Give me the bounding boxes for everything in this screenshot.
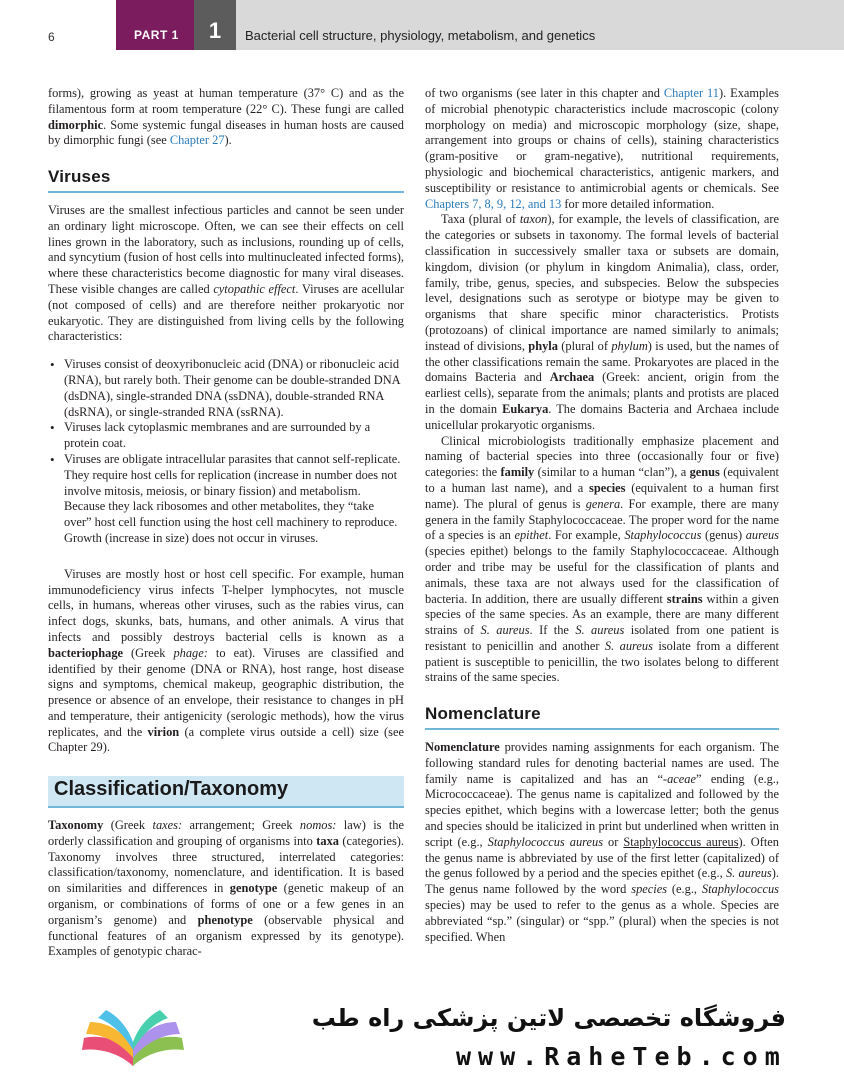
store-url[interactable]: www.RaheTeb.com	[456, 1042, 787, 1071]
book-logo-icon	[78, 1008, 188, 1072]
chapters-link[interactable]: Chapters 7, 8, 9, 12, and 13	[425, 196, 562, 211]
chapter-link[interactable]: Chapter 11	[663, 86, 719, 100]
chapter-number: 1	[208, 18, 222, 43]
intro-paragraph: forms), growing as yeast at human temperature (37° C) and as the filamentous form at room temperature (22° C). These fungi are called dimorphic. Some systemic fungal diseases in human hosts are caused by dimorphic fungi (see Chapter 27).	[48, 86, 404, 148]
list-item: • Viruses consist of deoxyribonucleic acid (DNA) or ribonucleic acid (RNA), but rarely both. Their genome can be double-stranded DNA (dsDNA), single-stranded DNA (ssDNA), double-stranded RNA (dsRNA), or single-stranded RNA (ssRNA).	[48, 357, 404, 420]
chapter-title-bar	[236, 0, 844, 50]
nomenclature-paragraph: Nomenclature provides naming assignments for each organism. The following standard rules for denoting bacterial names are used. The family name is capitalized and has an “-aceae” ending (e.g., Micrococcaceae). The genus name is capitalized and followed by the species epithet, which begins with a lowercase letter; both the genus and species should be italicized in print but underlined when written in script (e.g., Staphylococcus aureus or Staphylococcus aureus). Often the genus name is abbreviated by use of the first letter (capitalized) of the genus followed by a period and the species epithet (e.g., S. aureus). The genus name followed by the word species (e.g., Staphylococcus species) may be used to refer to the genus as a whole. Species are abbreviated “sp.” (singular) or “spp.” (plural) when the species is not specified. When	[425, 740, 779, 944]
running-header	[0, 0, 844, 50]
list-item: • Viruses are obligate intracellular parasites that cannot self-replicate. They require host cells for replication (increase in number does not involve mitosis, meiosis, or binary fission) and metabolism. Because they lack ribosomes and other metabolites, they “take over” host cell function using the host cell machinery to reproduce. Growth (increase in size) does not occur in viruses.	[48, 452, 404, 547]
taxonomy-paragraph: Taxonomy (Greek taxes: arrangement; Greek nomos: law) is the orderly classification and grouping of organisms into taxa (categories). Taxonomy involves three structured, interrelated categories: classification/taxonomy, nomenclature, and identification. It is based on similarities and differences in genotype (genetic makeup of an organism, or combinations of forms of one or a few genes in an organism’s genome) and phenotype (observable physical and functional features of an organism expressed by its genotype). Examples of genotypic charac-	[48, 818, 405, 959]
chapter-tab	[194, 0, 236, 50]
store-name-persian: فروشگاه تخصصی لاتین پزشکی راه طب	[311, 1004, 786, 1032]
list-item: • Viruses lack cytoplasmic membranes and are surrounded by a protein coat.	[48, 420, 404, 452]
page-number: 6	[48, 30, 55, 44]
section-heading-viruses: Viruses	[48, 169, 404, 193]
left-column	[48, 86, 404, 960]
virus-characteristics-list	[48, 357, 404, 547]
taxa-paragraph: Taxa (plural of taxon), for example, the levels of classification, are the categories or subsets in taxonomy. The formal levels of bacterial classification in successively smaller taxa or subsets are domain, kingdom, division (or phylum in kingdom Animalia), class, order, family, tribe, genus, species, and subspecies. Below the subspecies level, designations such as serotype or biotype may be given to organisms that share specific minor characteristics. Protists (protozoans) of clinical importance are named similarly to animals; instead of divisions, phyla (plural of phylum) is used, but the names of the other classifications remain the same. Prokaryotes are placed in the domains Bacteria and Archaea (Greek: ancient, origin from the earliest cells), separate from the animals; plants and protists are placed in the domain Eukarya. The domains Bacteria and Archaea include unicellular prokaryotic organisms.	[425, 212, 780, 432]
part-label: PART 1	[134, 28, 179, 42]
right-column	[425, 86, 779, 945]
section-heading-classification: Classification/Taxonomy	[48, 776, 404, 808]
viruses-specificity-paragraph: Viruses are mostly host or host cell specific. For example, human immunodeficiency virus infects T-helper lymphocytes, not muscle cells, in humans, whereas other viruses, such as the rabies virus, can infect dogs, skunks, bats, humans, and other animals. A virus that infects and possibly destroys bacterial cells is known as a bacteriophage (Greek phage: to eat). Viruses are classified and identified by their genome (DNA or RNA), host range, host disease signs and symptoms, chemical makeup, geographic distribution, the presence or absence of an envelope, their resistance to changes in pH and temperature, their antigenicity (serologic methods), how the virus replicates, and the virion (a complete virus outside a cell) size (see Chapter 29).	[48, 566, 404, 755]
chapter-link[interactable]: Chapter 27	[169, 133, 225, 148]
naming-paragraph: Clinical microbiologists traditionally emphasize placement and naming of bacterial species into three (occasionally four or five) categories: the family (similar to a human “clan”), a genus (equivalent to a human last name), and a species (equivalent to a human first name). The plural of genus is genera. For example, there are many genera in the family Staphylococcaceae. The proper word for the name of a species is an epithet. For example, Staphylococcus (genus) aureus (species epithet) belongs to the family Staphylococcaceae. Although order and tribe may be useful for the classification of plants and animals, these taxa are not always used for the classification of bacteria. In addition, there are usually different strains within a given species of the same species. As an example, there are many different strains of S. aureus. If the S. aureus isolated from one patient is resistant to penicillin and another S. aureus isolate from a different patient is susceptible to penicillin, the two isolates belong to different strains of the same species.	[425, 433, 780, 685]
chapter-title: Bacterial cell structure, physiology, metabolism, and genetics	[245, 28, 596, 43]
phenotype-paragraph: of two organisms (see later in this chapter and Chapter 11). Examples of microbial phenotypic characteristics include macroscopic (colony morphology on media) and microscopic morphology (size, shape, arrangement into groups or chains of cells), staining characteristics (gram-positive or gram-negative), nutritional requirements, physiologic and biochemical characteristics, antigenic markers, and susceptibility or resistance to antimicrobial agents or chemicals. See Chapters 7, 8, 9, 12, and 13 for more detailed information.	[425, 86, 779, 211]
watermark-banner	[0, 996, 844, 1080]
section-heading-nomenclature: Nomenclature	[425, 706, 779, 730]
part-tab	[116, 0, 194, 50]
viruses-paragraph: Viruses are the smallest infectious particles and cannot be seen under an ordinary light microscope. Often, we can see their effects on cell lines grown in the laboratory, such as inclusions, rounding up of cells, and syncytium (fusion of host cells into multinucleated infected forms), where these characteristics become diagnostic for many viral diseases. These visible changes are called cytopathic effect. Viruses are acellular (not composed of cells) and are therefore neither prokaryotic nor eukaryotic. They are distinguished from living cells by the following characteristics:	[48, 202, 404, 344]
